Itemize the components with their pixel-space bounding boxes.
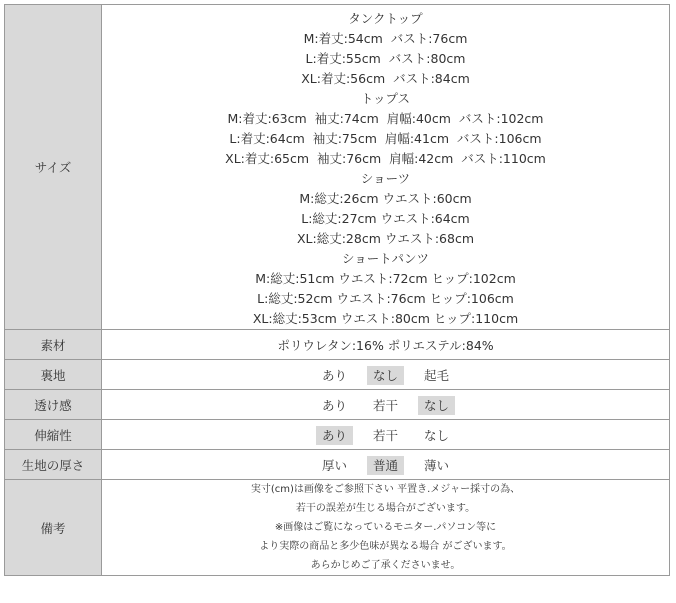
lining-option: 起毛 [424, 367, 450, 383]
notes-label: 備考 [5, 480, 102, 576]
sheerness-option: なし [418, 396, 455, 415]
size-line: L:着丈:55cm バスト:80cm [305, 50, 466, 66]
size-line: M:総丈:26cm ウエスト:60cm [299, 190, 472, 206]
size-label: サイズ [5, 5, 102, 330]
thickness-option: 普通 [367, 456, 404, 475]
stretch-option: なし [424, 427, 450, 443]
material-label: 素材 [5, 330, 102, 360]
size-line: L:着丈:64cm 袖丈:75cm 肩幅:41cm バスト:106cm [229, 130, 542, 146]
size-row [5, 5, 670, 330]
size-line: XL:総丈:53cm ウエスト:80cm ヒップ:110cm [252, 310, 519, 326]
size-line: XL:総丈:28cm ウエスト:68cm [296, 230, 475, 246]
size-line: L:総丈:27cm ウエスト:64cm [301, 210, 470, 226]
lining-options [316, 366, 455, 385]
thickness-option: 厚い [321, 457, 347, 473]
stretch-option: あり [316, 426, 353, 445]
material-value-cell [102, 330, 670, 360]
sheerness-row [5, 390, 670, 420]
size-line: M:着丈:63cm 袖丈:74cm 肩幅:40cm バスト:102cm [227, 110, 544, 126]
notes-line: 実寸(cm)は画像をご参照下さい 平置き.メジャー採寸の為、 [250, 484, 521, 495]
size-values [102, 5, 670, 330]
sheerness-options-cell [102, 390, 670, 420]
sheerness-label: 透け感 [5, 390, 102, 420]
product-spec-table [4, 4, 670, 576]
size-line: トップス [360, 90, 411, 106]
material-value: ポリウレタン:16% ポリエステル:84% [277, 338, 494, 353]
thickness-options [316, 456, 455, 475]
size-line: M:着丈:54cm バスト:76cm [303, 30, 468, 46]
stretch-options [316, 426, 455, 445]
lining-options-cell [102, 360, 670, 390]
size-line: M:総丈:51cm ウエスト:72cm ヒップ:102cm [255, 270, 516, 286]
notes-row [5, 480, 670, 576]
sheerness-option: あり [321, 397, 347, 413]
notes-cell [102, 480, 670, 576]
thickness-row [5, 450, 670, 480]
lining-option: なし [367, 366, 404, 385]
material-row [5, 330, 670, 360]
size-line: タンクトップ [348, 10, 423, 26]
lining-label: 裏地 [5, 360, 102, 390]
lining-option: あり [321, 367, 347, 383]
stretch-row [5, 420, 670, 450]
thickness-label: 生地の厚さ [5, 450, 102, 480]
size-line: XL:着丈:65cm 袖丈:76cm 肩幅:42cm バスト:110cm [225, 150, 546, 166]
notes-line: より実際の商品と多少色味が異なる場合 がございます。 [259, 541, 512, 552]
size-line: ショートパンツ [341, 250, 429, 266]
lining-row [5, 360, 670, 390]
notes-line: あらかじめご了承くださいませ。 [310, 560, 461, 571]
notes-line: ※画像はご覧になっているモニター.パソコン等に [274, 522, 497, 533]
stretch-label: 伸縮性 [5, 420, 102, 450]
size-line: L:総丈:52cm ウエスト:76cm ヒップ:106cm [257, 290, 514, 306]
sheerness-options [316, 396, 455, 415]
size-line: ショーツ [360, 170, 411, 186]
size-line: XL:着丈:56cm バスト:84cm [301, 70, 470, 86]
sheerness-option: 若干 [372, 397, 398, 413]
stretch-option: 若干 [372, 427, 398, 443]
thickness-option: 薄い [424, 457, 450, 473]
stretch-options-cell [102, 420, 670, 450]
thickness-options-cell [102, 450, 670, 480]
notes-line: 若干の誤差が生じる場合がございます。 [295, 503, 476, 514]
